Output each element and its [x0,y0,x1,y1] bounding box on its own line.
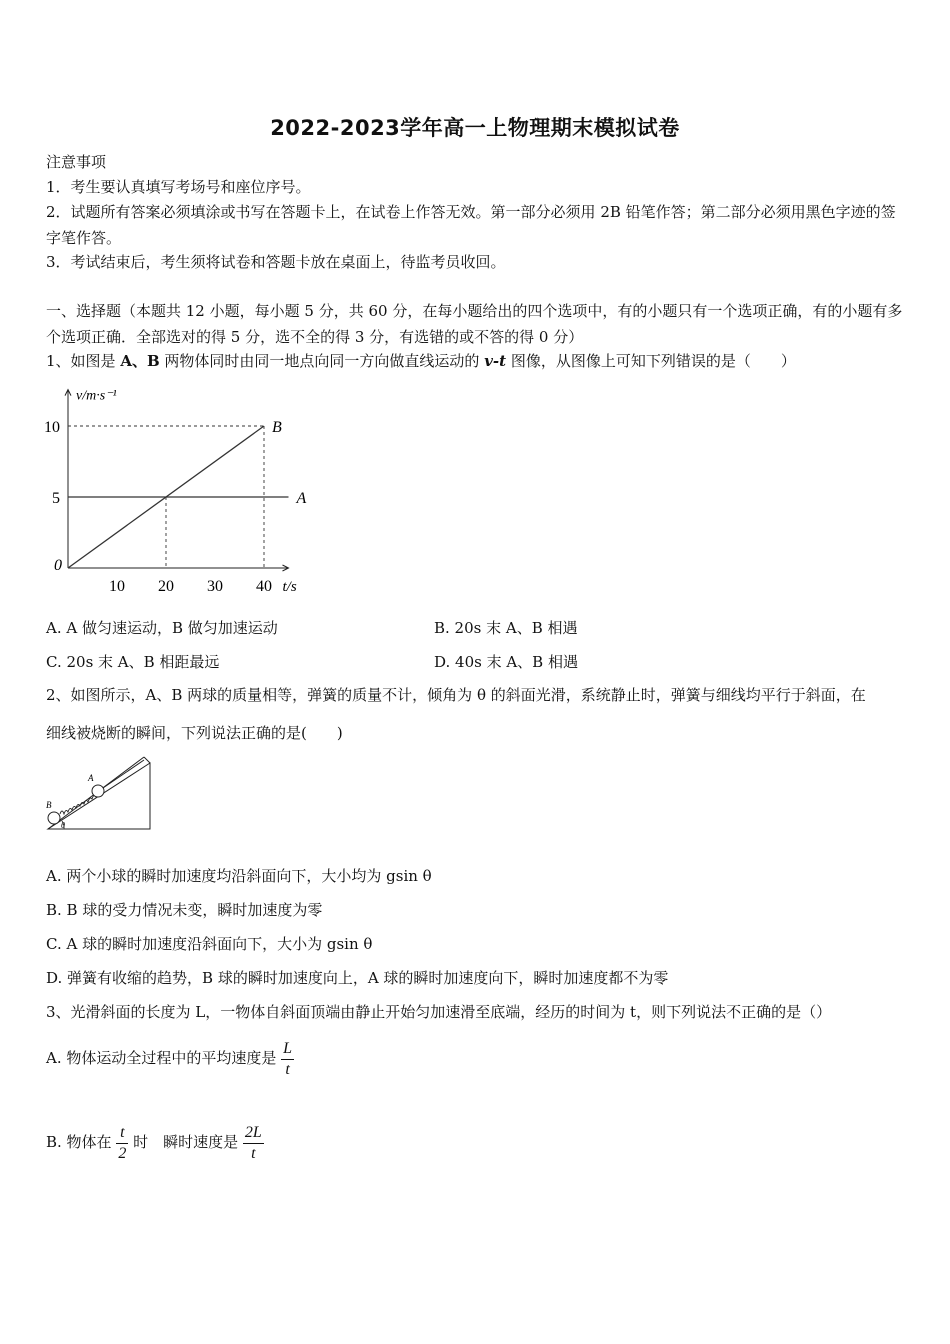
question-2-stem-line1: 2、如图所示，A、B 两球的质量相等，弹簧的质量不计，倾角为 θ 的斜面光滑，系统静止时，弹簧与细线均平行于斜面，在 [46,686,866,704]
q1-stem-e: 图像，从图像上可知下列错误的是（ ） [506,352,796,370]
label-theta: θ [61,821,65,830]
question-3-stem: 3、光滑斜面的长度为 L，一物体自斜面顶端由静止开始匀加速滑至底端，经历的时间为 t，则下列说法不正确的是（） [46,1003,832,1021]
series-label-a: A [296,490,307,507]
origin-label: 0 [54,557,62,574]
incline-top-edge [144,757,150,763]
q1-option-d: D. 40s 末 A、B 相遇 [434,653,578,671]
notice-heading: 注意事项 [46,153,107,171]
frac-numerator: t [116,1123,128,1144]
string-line [103,760,144,788]
q3-option-b [46,1120,264,1164]
q1-option-a: A. A 做匀速运动，B 做匀加速运动 [46,619,278,637]
notice-item-2: 2．试题所有答案必须填涂或书写在答题卡上，在试卷上作答无效。第一部分必须用 2B 铅笔作答；第二部分必须用黑色字迹的签字笔作答。 [46,203,896,247]
notice-item-1: 1．考生要认真填写考场号和座位序号。 [46,178,311,196]
question-1-stem [46,351,796,371]
series-label-b: B [272,419,282,436]
q3-option-b-fraction1 [116,1123,128,1164]
q3-option-a-text: A. 物体运动全过程中的平均速度是 [46,1049,277,1067]
q3-option-b-fraction2 [243,1123,264,1164]
q3-option-a-fraction [281,1039,294,1080]
q1-stem-d: v-t [484,352,507,370]
ball-b [48,812,60,824]
vt-chart [40,385,330,600]
q1-option-b: B. 20s 末 A、B 相遇 [434,619,578,637]
spring [60,793,100,814]
q3-option-a [46,1036,294,1080]
x-tick-label: 40 [256,578,272,595]
label-a: A [88,773,94,783]
y-axis-label: v/m·s⁻¹ [76,388,117,404]
y-tick-label: 10 [44,419,60,436]
q1-stem-c: 两物体同时由同一地点向同一方向做直线运动的 [159,352,485,370]
x-axis-label: t/s [282,579,297,595]
q1-stem-b: A、B [120,352,160,370]
frac-numerator: L [281,1039,294,1060]
frac-denominator: t [251,1144,256,1162]
label-b: B [46,800,52,810]
q3-option-b-text1: B. 物体在 [46,1133,112,1151]
q1-stem-a: 1、如图是 [46,352,121,370]
incline-figure [44,755,156,835]
x-tick-label: 30 [207,578,223,595]
q2-option-d: D. 弹簧有收缩的趋势，B 球的瞬时加速度向上，A 球的瞬时加速度向下，瞬时加速度都不为零 [46,969,669,987]
y-tick-label: 5 [52,490,60,507]
question-2-stem-line2: 细线被烧断的瞬间，下列说法正确的是( ) [46,724,343,742]
section-instructions: 一、选择题（本题共 12 小题，每小题 5 分，共 60 分，在每小题给出的四个选项中，有的小题只有一个选项正确，有的小题有多个选项正确．全部选对的得 5 分，选不全的得 3 分，有选错的或不答的得 0 分） [46,302,903,346]
x-tick-label: 20 [158,578,174,595]
frac-denominator: t [285,1060,290,1078]
x-tick-label: 10 [109,578,125,595]
notice-item-3: 3．考试结束后，考生须将试卷和答题卡放在桌面上，待监考员收回。 [46,253,506,271]
q1-option-c: C. 20s 末 A、B 相距最远 [46,653,220,671]
frac-numerator: 2L [243,1123,264,1144]
frac-denominator: 2 [118,1144,127,1162]
q2-option-c: C. A 球的瞬时加速度沿斜面向下，大小为 gsin θ [46,935,373,953]
q2-option-a: A. 两个小球的瞬时加速度均沿斜面向下，大小均为 gsin θ [46,867,432,885]
ball-a [92,785,104,797]
page-title: 2022-2023学年高一上物理期末模拟试卷 [270,116,680,140]
q3-option-b-text2: 时 瞬时速度是 [133,1133,239,1151]
q2-option-b: B. B 球的受力情况未变，瞬时加速度为零 [46,901,323,919]
